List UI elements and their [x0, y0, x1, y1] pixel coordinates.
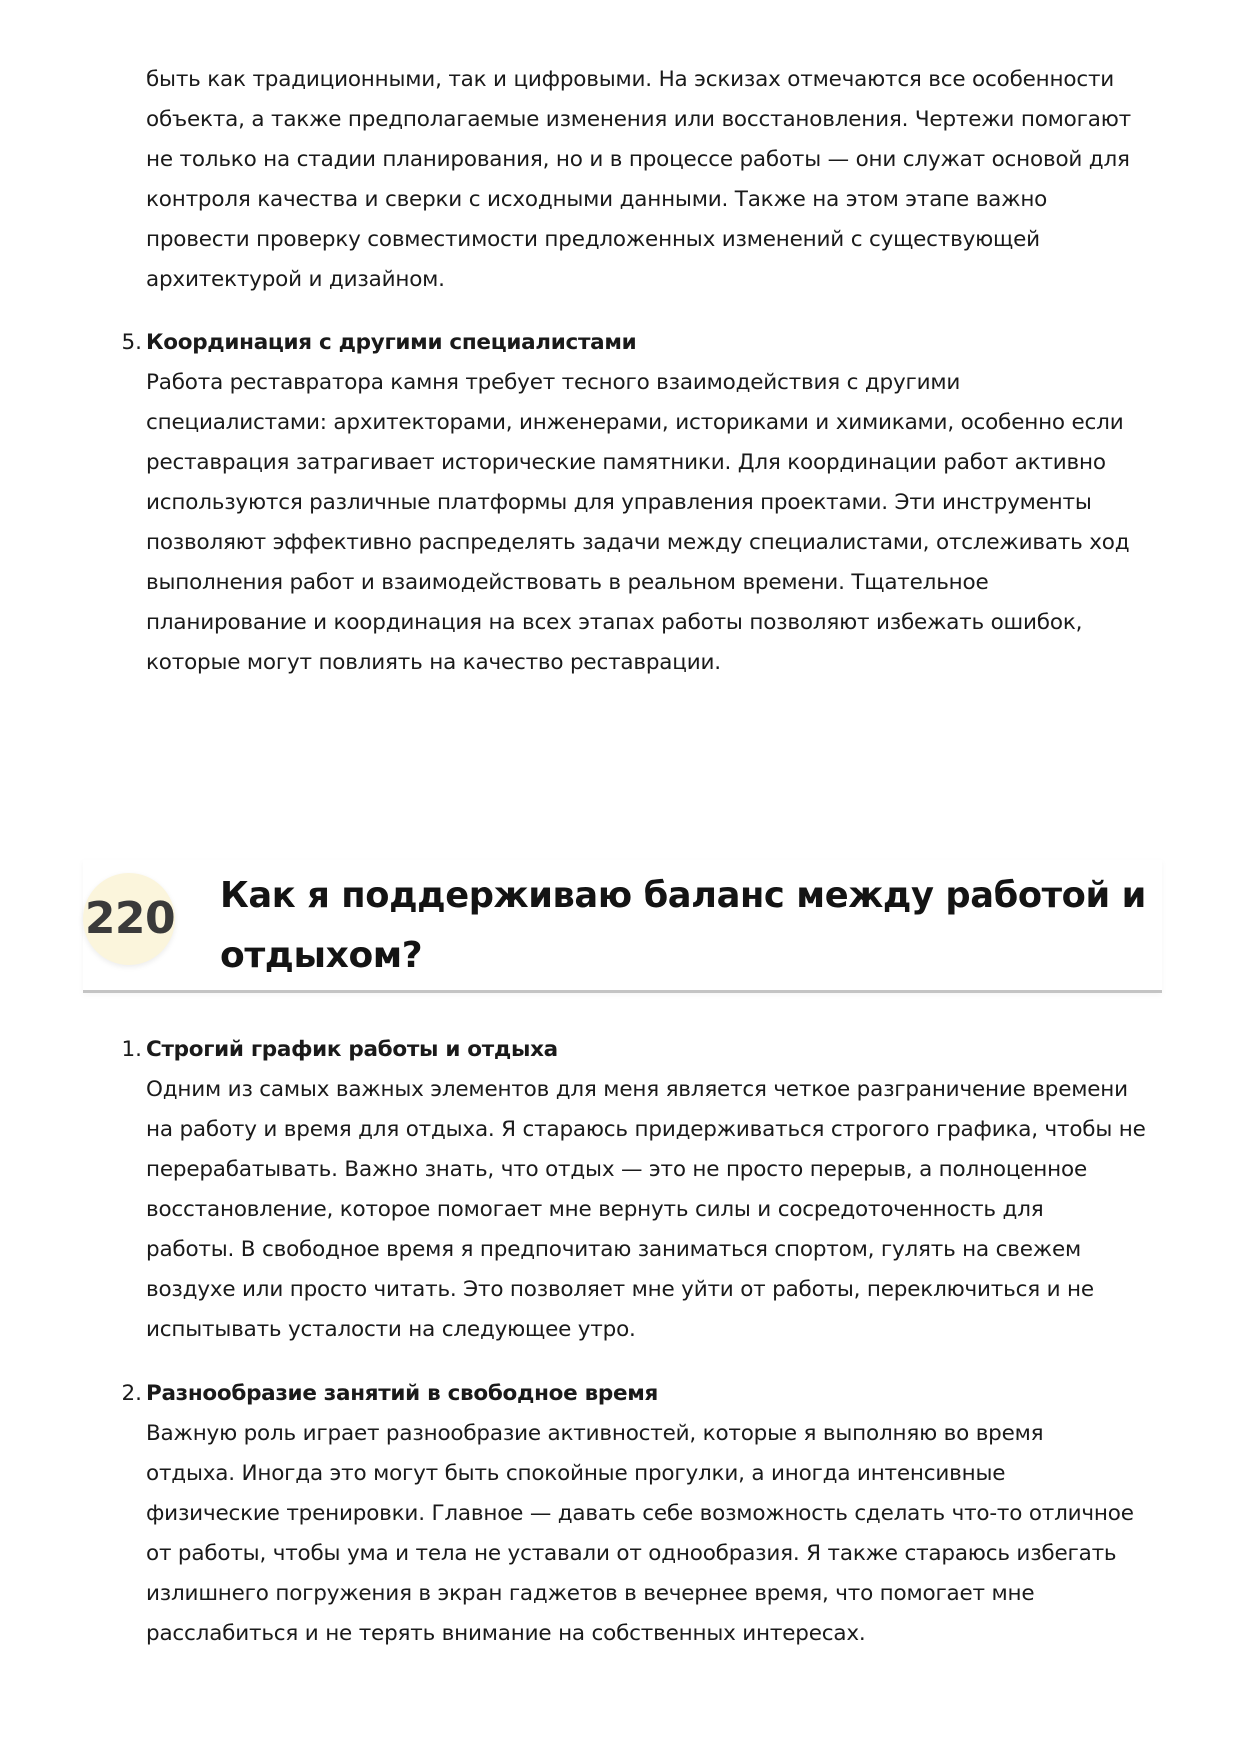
- text-line: расслабиться и не терять внимание на собственных интересах.: [146, 1621, 866, 1646]
- text-line: контроля качества и сверки с исходными данными. Также на этом этапе важно: [146, 187, 1048, 212]
- text-line: излишнего погружения в экран гаджетов в вечернее время, что помогает мне: [146, 1581, 1035, 1606]
- list-item-text: [146, 1070, 1161, 1350]
- text-line: работы. В свободное время я предпочитаю заниматься спортом, гулять на свежем: [146, 1237, 1081, 1262]
- continuation-paragraph: [146, 60, 1161, 300]
- text-line: Работа реставратора камня требует тесного взаимодействия с другими: [146, 370, 961, 395]
- text-line: специалистами: архитекторами, инженерами, историками и химиками, особенно если: [146, 410, 1124, 435]
- list-item-text: [146, 363, 1161, 683]
- text-line: быть как традиционными, так и цифровыми. На эскизах отмечаются все особенности: [146, 67, 1115, 92]
- list-item-number: 2.: [121, 1381, 142, 1406]
- text-line: Одним из самых важных элементов для меня является четкое разграничение времени: [146, 1077, 1128, 1102]
- list-item-number: 1.: [121, 1037, 142, 1062]
- section-title: [220, 866, 1150, 986]
- list-item-title: Разнообразие занятий в свободное время: [146, 1381, 659, 1406]
- list-item-title: Координация с другими специалистами: [146, 330, 637, 355]
- text-line: восстановление, которое помогает мне вернуть силы и сосредоточенность для: [146, 1197, 1044, 1222]
- section-title-line: Как я поддерживаю баланс между работой и: [220, 875, 1146, 916]
- text-line: архитектурой и дизайном.: [146, 267, 445, 292]
- section-number: 220: [84, 893, 176, 944]
- text-line: которые могут повлиять на качество реставрации.: [146, 650, 721, 675]
- section-title-line: отдыхом?: [220, 935, 423, 976]
- text-line: реставрация затрагивает исторические памятники. Для координации работ активно: [146, 450, 1106, 475]
- text-line: отдыха. Иногда это могут быть спокойные прогулки, а иногда интенсивные: [146, 1461, 1006, 1486]
- text-line: планирование и координация на всех этапах работы позволяют избежать ошибок,: [146, 610, 1083, 635]
- text-line: не только на стадии планирования, но и в процессе работы — они служат основой для: [146, 147, 1130, 172]
- list-item-text: [146, 1414, 1161, 1654]
- text-line: на работу и время для отдыха. Я стараюсь придерживаться строгого графика, чтобы не: [146, 1117, 1146, 1142]
- text-line: физические тренировки. Главное — давать себе возможность сделать что-то отличное: [146, 1501, 1134, 1526]
- list-item-number: 5.: [121, 330, 142, 355]
- text-line: выполнения работ и взаимодействовать в реальном времени. Тщательное: [146, 570, 989, 595]
- text-line: перерабатывать. Важно знать, что отдых — это не просто перерыв, а полноценное: [146, 1157, 1087, 1182]
- text-line: испытывать усталости на следующее утро.: [146, 1317, 636, 1342]
- text-line: Важную роль играет разнообразие активностей, которые я выполняю во время: [146, 1421, 1044, 1446]
- text-line: провести проверку совместимости предложенных изменений с существующей: [146, 227, 1040, 252]
- text-line: объекта, а также предполагаемые изменения или восстановления. Чертежи помогают: [146, 107, 1131, 132]
- list-item-title: Строгий график работы и отдыха: [146, 1037, 558, 1062]
- text-line: используются различные платформы для управления проектами. Эти инструменты: [146, 490, 1092, 515]
- text-line: позволяют эффективно распределять задачи между специалистами, отслеживать ход: [146, 530, 1130, 555]
- text-line: воздухе или просто читать. Это позволяет мне уйти от работы, переключиться и не: [146, 1277, 1094, 1302]
- text-line: от работы, чтобы ума и тела не уставали от однообразия. Я также стараюсь избегать: [146, 1541, 1117, 1566]
